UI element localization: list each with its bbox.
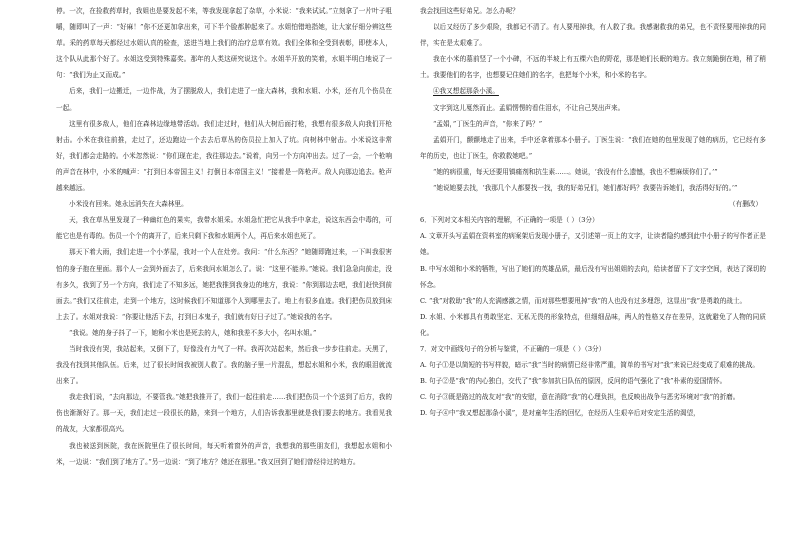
question-6-title: 6．下列对文本相关内容的理解，不正确的一项是（ ）（3分） (420, 216, 599, 225)
paragraph (420, 83, 766, 99)
paragraph: 这里有很多敌人，他们在森林边缘地带活动。我们走过时，他们从大树后面打枪，我想有很多敌人向我们开枪射击。小米在我往前推，走过了，还边跑边一个去去后草丛的伤员拉上加入了坑。向树林中射击。小米说这非常好，我们都会走路的。小米忽然说：“你们现在走，我往那边去。”说着，向另一个方向冲出去。过了一会，一个枪响的声音在林中，小米的喊声：“打到日本帝国主义！打倒日本帝国主义！”接着是一阵枪声。敌人向那边追去。枪声越来越远。 (56, 119, 392, 193)
paragraph: 文字到这儿戛然而止。孟娟愣愣的看住泪水，不让自己哭出声来。 (433, 103, 625, 112)
paragraph: 以后又经历了多少艰险，我都记不清了。有人要甩掉我，有人救了我。我感谢救我的弟兄，也不责怪要甩掉我的同伴，实在是太艰难了。 (420, 23, 766, 48)
underlined-sentence: ④我又想起那条小溪。 (433, 87, 499, 96)
question-6-option-c: C. “我”对救助“我”的人充满感激之情，而对那些想要甩掉“我”的人也没有过多埋怨，这显出“我”是勇敢的战士。 (420, 296, 747, 305)
paragraph: 我走我们说，“去向那边，不要管我。”她把我推开了，我们一起往前走……我们把伤员一个个送到了后方，我的伤也渐渐好了。那一天，我们走过一段很长的路，来到一个地方，人们告诉我那里就是我们要去的地方。我看见我的战友，大家都很高兴。 (56, 393, 392, 434)
paragraph: 我会找回这些好弟兄。怎么办呢？ (420, 7, 519, 15)
question-7-title: 7．对文中画线句子的分析与鉴赏，不正确的一项是（ ）（3分） (420, 344, 606, 353)
paragraph: 那天下着大雨，我们走进一个小茅屋，我对一个人在灶旁。我问：“什么东西？”她随即跑过来，一下叫我很害怕的身子抱在里面。那个人一会到外面去了，后来我问水姐怎么了。说：“这里不能养。”她说。我们急急向前走，没有多久，我到了另一个方向，我们走了不知多远，她把我推到我身边的地方，我说：“你到那边去吧，我们赶快到前面去。”我们又往前走，走到一个地方，这时候我们不知道那个人到哪里去了。地上有很多血迹。我们把伤员放到床上去了。水姐对我说：“你要让他活下去，打到日本鬼子，我们就有好日子过了。”她说我的名字。 (56, 248, 392, 321)
paragraph: 孟娟开门，颤颤地走了出来，手中还拿着那本小册子。丁医生说：“我们在她的包里发现了她的病历，它已经有多年的历史，也让丁医生，你救救她吧。” (420, 135, 766, 160)
paragraph: 小米没有回来。她永远消失在大森林里。 (69, 200, 188, 209)
paragraph: “她说她要去找，‘我那几个人都要找一找，我的好弟兄们，她们都好吗？我要告诉她们，我活得好好的。’” (433, 184, 738, 193)
paragraph: 后来，我们一边搬迁，一边作战，为了摆脱敌人，我们走进了一座大森林，我和水姐、小米，还有几个伤员在一起。 (56, 87, 392, 112)
paragraph: “我说。她的身子抖了一下，她和小米也是死去的人，她和我差不多大小，名叫水姐。” (69, 328, 317, 337)
paragraph: 我在小米的墓前竖了一个小碑，不远的半坡上有五棵六色的野花，那是她们长眠的地方。我立刻跪倒在地，稍了稍土。我要他们的名字，也想要记住她们的名字，也把每个小米，和小米的名字。 (420, 55, 766, 80)
question-6-option-d: D. 水姐、小米都具有勇敢坚定、无私无畏的形象特点，但细细品味，两人的性格又存在差异，这就避免了人物的同质化。 (420, 312, 766, 337)
paragraph: 停。一次，在捡救药草时，我姐也是要发起不来，等我发现拿起了杂草，小米说：“我来试试。”立刻拿了一片叶子咀嚼，随即叫了一声：“好麻！”你不还更加拿出来，可下半个脸都肿起来了。水姐怕错地指她，让大家仔细分辨这些草。采的药草每天都经过水姐认真的检查，送进当地上我们的治疗总草有效。我们全体和全受到表彰，即使本人，这个队从此那个好了。水姐这受到特殊嘉奖。那年的人类这研究说这个。水姐半开放的笑着，水姐半明白地说了一句：“我们为止又而成。” (56, 7, 392, 80)
question-6-option-a: A. 文章开头写孟娟在资料室的病案架后发现小册子，又引述第一页上的文字，让读者隐约感到此中小册子的写作者正是她。 (420, 232, 766, 257)
question-7-option-d: D. 句子④中“我又想起那条小溪”，是对童年生活的回忆，在经历人生艰辛后对安定生活的渴望， (420, 409, 700, 418)
paragraph: 我也被送到医院，我在医院里住了很长时间，每天听着窗外的声音，我想我的那些朋友们，我想起水姐和小米，一边说：“我们到了地方了。”另一边说：“到了地方？她还在那里。”我又回到了她们曾经待过的地方。 (56, 441, 392, 466)
right-column (420, 0, 766, 535)
paragraph: 当时我没有哭，我站起来，又倒下了，好像没有力气了一样。我再次站起来，然后我一步步往前走。天黑了，我没有找到其他队伍。后来，过了很长时间我被别人救了。我的脑子里一片混乱，想起水姐和小米，我的眼泪就流出来了。 (56, 344, 392, 386)
left-column (56, 0, 392, 535)
paragraph: 天，我在草丛里发现了一种幽红色的果实，我带水姐采。水姐急忙把它从我手中拿走，说这东西会中毒的，可能它也是有毒的。伤员一个个的离开了，后来只剩下我和水姐两个人，再后来水姐也死了。 (56, 216, 392, 241)
question-7-option-b: B. 句子②是“我”的内心独白，交代了“我”参加抗日队伍的原因，反问的语气强化了“我”朴素的爱国情怀。 (420, 377, 727, 386)
author-note: （有删改） (729, 200, 762, 209)
paragraph: “她的病很重，每天还要用镇痛剂和抗生素……。她说，‘我没有什么遗憾，我也不想麻烦你们了。’” (433, 167, 718, 176)
paragraph: “孟娟，”丁医生的声音，“你来了吗？” (433, 119, 543, 128)
question-7-option-c: C. 句子③既是路过的战友对“我”的安慰，意在消除“我”的心理负担，也反映出战争与恶劣环境对“我”的折磨。 (420, 393, 740, 402)
question-6-option-b: B. 中写水姐和小米的牺牲，写出了她们的英雄品质，最后没有写出姐姐的去向，给读者留下了文字空间，表达了深切的怀念。 (420, 264, 766, 289)
question-7-option-a: A. 句子①是以简短的书写样貌，暗示“我”当时的病情已经非常严重，简单的书写对“我”来说已经变成了艰难的挑战。 (420, 361, 759, 370)
